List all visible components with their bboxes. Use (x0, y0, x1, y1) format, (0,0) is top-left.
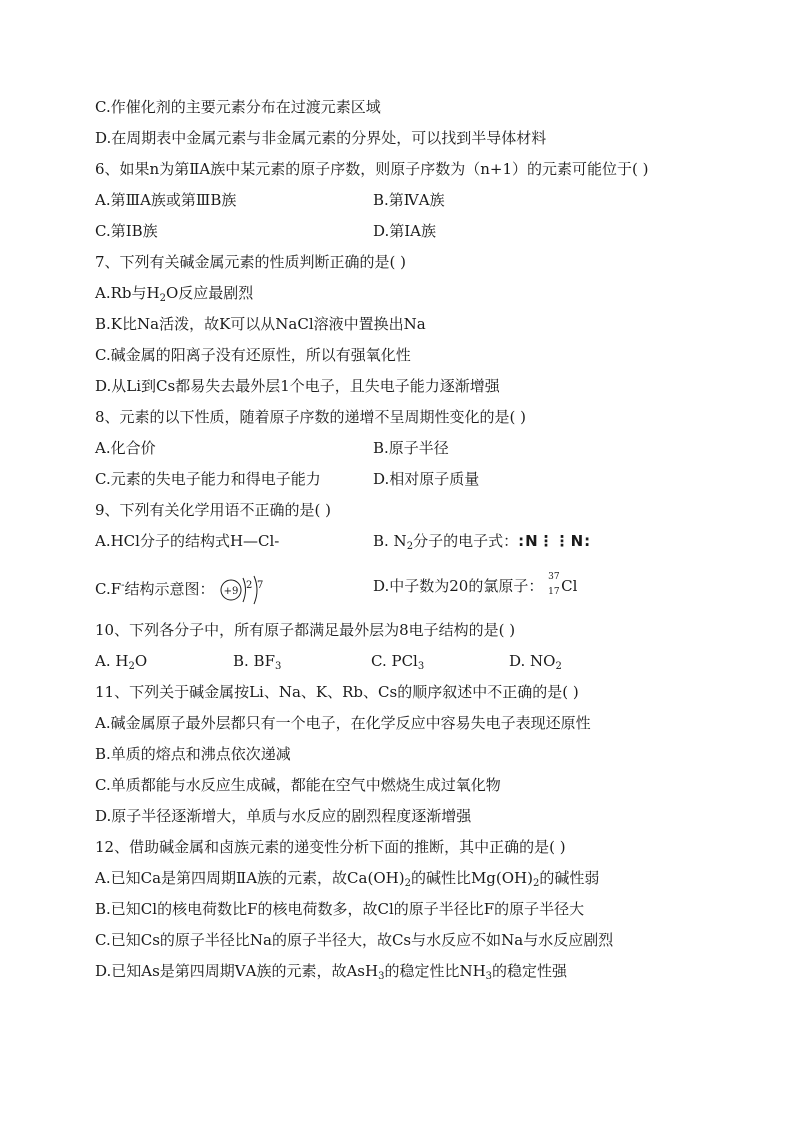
q9-option-d (373, 557, 582, 615)
atomic-number: 17 (548, 587, 560, 597)
q7-option-d: D.从Li到Cs都易失去最外层1个电子，且失电子能力逐渐增强 (95, 377, 500, 395)
q12a-text-3: 的碱性弱 (539, 869, 600, 887)
q10d-text: D. NO (509, 652, 556, 670)
q6-option-c: C.第ⅠB族 (95, 222, 158, 240)
q10c-text: C. PCl (371, 652, 418, 670)
q11-option-d: D.原子半径逐渐增大，单质与水反应的剧烈程度逐渐增强 (95, 807, 472, 825)
q9b-text-post: 分子的电子式： (413, 532, 519, 550)
question-sheet (95, 92, 735, 987)
q11-stem: 11、下列关于碱金属按Li、Na、K、Rb、Cs的顺序叙述中不正确的是( ) (95, 683, 579, 701)
q9-option-c (95, 557, 373, 615)
q12d-text-2: 的稳定性比NH (384, 962, 486, 980)
q11-option-a: A.碱金属原子最外层都只有一个电子，在化学反应中容易失电子表现还原性 (95, 714, 591, 732)
q12-option-b: B.已知Cl的核电荷数比F的核电荷数多，故Cl的原子半径比F的原子半径大 (95, 900, 585, 918)
q12a-sub-1: 2 (404, 878, 411, 889)
q8-option-d: D.相对原子质量 (373, 470, 480, 488)
q10-option-a (95, 646, 233, 677)
q5-option-d: D.在周期表中金属元素与非金属元素的分界处，可以找到半导体材料 (95, 129, 547, 147)
q9b-sub: 2 (406, 541, 414, 552)
q9-option-a: A.HCl分子的结构式H—Cl- (95, 532, 280, 550)
q7-option-c: C.碱金属的阳离子没有还原性，所以有强氧化性 (95, 346, 411, 364)
q12a-sub-2: 2 (532, 878, 540, 889)
q12-option-c: C.已知Cs的原子半径比Na的原子半径大，故Cs与水反应不如Na与水反应剧烈 (95, 931, 614, 949)
q9c-text-post: 结构示意图： (124, 580, 215, 598)
n2-electron-formula: :N⋮⋮N: (518, 532, 592, 550)
q6-option-a: A.第ⅢA族或第ⅢB族 (95, 191, 237, 209)
q6-stem: 6、如果n为第ⅡA族中某元素的原子序数，则原子序数为（n+1）的元素可能位于( ) (95, 160, 649, 178)
q9d-text: D.中子数为20的氯原子： (373, 577, 544, 595)
q12-option-a (95, 863, 735, 894)
q10b-text: B. BF (233, 652, 275, 670)
shell-2-electrons: 7 (257, 580, 264, 591)
q11-option-b: B.单质的熔点和沸点依次递减 (95, 745, 291, 763)
q10-option-d (509, 646, 647, 677)
q8-option-b: B.原子半径 (373, 439, 449, 457)
q12d-text-1: D.已知As是第四周期ⅤA族的元素，故AsH (95, 962, 379, 980)
q12d-sub-2: 3 (485, 971, 493, 982)
q10d-sub: 2 (555, 661, 562, 672)
q9-options-row2 (95, 557, 735, 615)
shell-1-electrons: 2 (246, 580, 253, 591)
q9c-sup: - (121, 580, 125, 591)
q7a-text: A.Rb与H (95, 284, 160, 302)
q9-stem: 9、下列有关化学用语不正确的是( ) (95, 501, 332, 519)
q10a-sub: 2 (128, 661, 135, 672)
q10-option-b (233, 646, 371, 677)
q7a-text-post: O反应最剧烈 (165, 284, 254, 302)
q9-option-b (373, 526, 591, 557)
q7-stem: 7、下列有关碱金属元素的性质判断正确的是( ) (95, 253, 407, 271)
mass-number: 37 (548, 572, 560, 582)
q8-option-c: C.元素的失电子能力和得电子能力 (95, 470, 321, 488)
element-symbol: Cl (561, 577, 578, 595)
q12d-text-3: 的稳定性强 (492, 962, 568, 980)
q6-option-b: B.第ⅣA族 (373, 191, 445, 209)
q7-option-b: B.K比Na活泼，故K可以从NaCl溶液中置换出Na (95, 315, 426, 333)
q9b-text: B. N (373, 532, 407, 550)
q12a-text-2: 的碱性比Mg(OH) (410, 869, 533, 887)
q6-options-row2 (95, 216, 735, 247)
q5-option-c: C.作催化剂的主要元素分布在过渡元素区域 (95, 98, 381, 116)
q10-options (95, 646, 735, 677)
q7a-sub: 2 (159, 293, 166, 304)
q8-options-row1 (95, 433, 735, 464)
q10b-sub: 3 (275, 661, 282, 672)
q10c-sub: 3 (417, 661, 425, 672)
q7-option-a (95, 278, 735, 309)
q9-options-row1 (95, 526, 735, 557)
q12d-sub-1: 3 (378, 971, 385, 982)
q11-option-c: C.单质都能与水反应生成碱，都能在空气中燃烧生成过氧化物 (95, 776, 501, 794)
fluoride-structure-diagram-icon (219, 570, 273, 610)
nucleus-charge: +9 (223, 586, 239, 597)
q10a-text-post: O (134, 652, 148, 670)
q8-stem: 8、元素的以下性质，随着原子序数的递增不呈周期性变化的是( ) (95, 408, 527, 426)
q12-option-d (95, 956, 735, 987)
q10-option-c (371, 646, 509, 677)
q6-options-row1 (95, 185, 735, 216)
q8-options-row2 (95, 464, 735, 495)
q8-option-a: A.化合价 (95, 439, 156, 457)
q12-stem: 12、借助碱金属和卤族元素的递变性分析下面的推断，其中正确的是( ) (95, 838, 566, 856)
q9c-text: C.F (95, 580, 122, 598)
q10-stem: 10、下列各分子中，所有原子都满足最外层为8电子结构的是( ) (95, 621, 516, 639)
chlorine-isotope-notation (548, 572, 582, 602)
q10a-text: A. H (95, 652, 129, 670)
q12a-text-1: A.已知Ca是第四周期ⅡA族的元素，故Ca(OH) (95, 869, 405, 887)
q6-option-d: D.第ⅠA族 (373, 222, 437, 240)
